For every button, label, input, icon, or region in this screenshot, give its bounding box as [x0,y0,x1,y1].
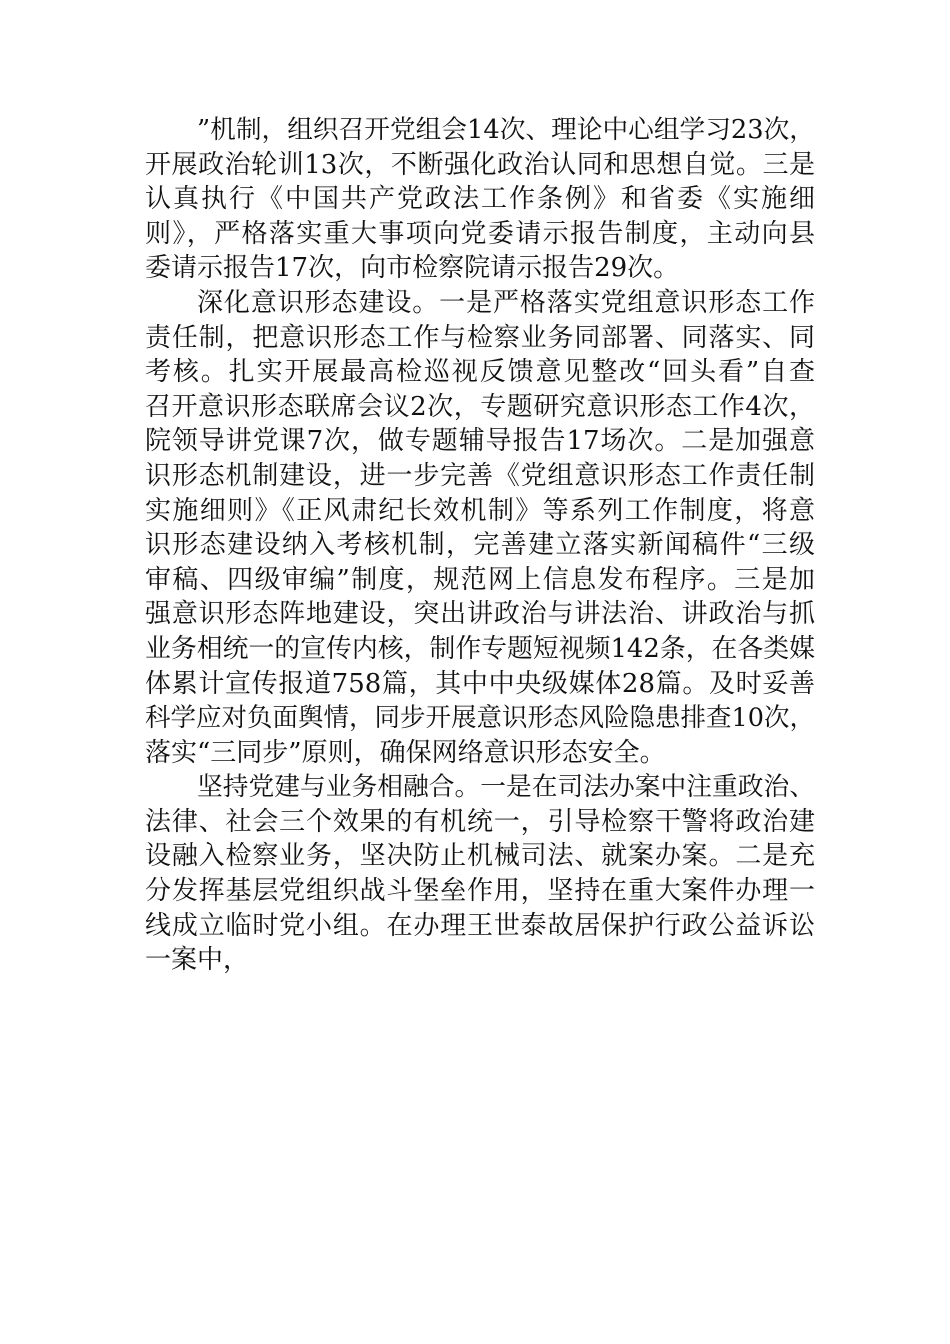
text-line: 一案中， [145,945,250,976]
text-line: 法律、社会三个效果的有机统一，引导检察干警将政治建 [145,806,815,837]
text-line: 落实“三同步”原则，确保网络意识形态安全。 [145,737,666,768]
text-line: 责任制，把意识形态工作与检察业务同部署、同落实、同 [145,322,815,353]
text-line: 体累计宣传报道758篇，其中中央级媒体28篇。及时妥善 [145,668,815,699]
text-line: 委请示报告17次，向市检察院请示报告29次。 [145,253,680,284]
text-line: 坚持党建与业务相融合。一是在司法办案中注重政治、 [197,772,815,803]
text-line: 审稿、四级审编”制度，规范网上信息发布程序。三是加 [145,564,815,595]
text-line: 开展政治轮训13次，不断强化政治认同和思想自觉。三是 [145,149,815,180]
text-line: 则》，严格落实重大事项向党委请示报告制度，主动向县 [145,218,815,249]
text-line: 召开意识形态联席会议2次，专题研究意识形态工作4次， [145,391,815,422]
text-line: 分发挥基层党组织战斗堡垒作用，坚持在重大案件办理一 [145,876,815,907]
text-line: 认真执行《中国共产党政法工作条例》和省委《实施细 [145,184,815,215]
text-line: 识形态机制建设，进一步完善《党组意识形态工作责任制 [145,460,815,491]
text-line: 线成立临时党小组。在办理王世泰故居保护行政公益诉讼 [145,910,815,941]
text-line: 设融入检察业务，坚决防止机械司法、就案办案。二是充 [145,841,815,872]
text-line: 深化意识形态建设。一是严格落实党组意识形态工作 [197,287,815,318]
text-line: 强意识形态阵地建设，突出讲政治与讲法治、讲政治与抓 [145,599,815,630]
text-line: 业务相统一的宣传内核，制作专题短视频142条，在各类媒 [145,633,815,664]
document-body [145,113,815,978]
text-line: 识形态建设纳入考核机制，完善建立落实新闻稿件“三级 [145,530,815,561]
text-line: 科学应对负面舆情，同步开展意识形态风险隐患排查10次， [145,703,815,734]
text-line: 实施细则》《正风肃纪长效机制》等系列工作制度，将意 [145,495,815,526]
text-line: ”机制，组织召开党组会14次、理论中心组学习23次， [197,115,815,145]
text-line: 考核。扎实开展最高检巡视反馈意见整改“回头看”自查 [145,357,815,388]
text-line: 院领导讲党课7次，做专题辅导报告17场次。二是加强意 [145,426,815,457]
